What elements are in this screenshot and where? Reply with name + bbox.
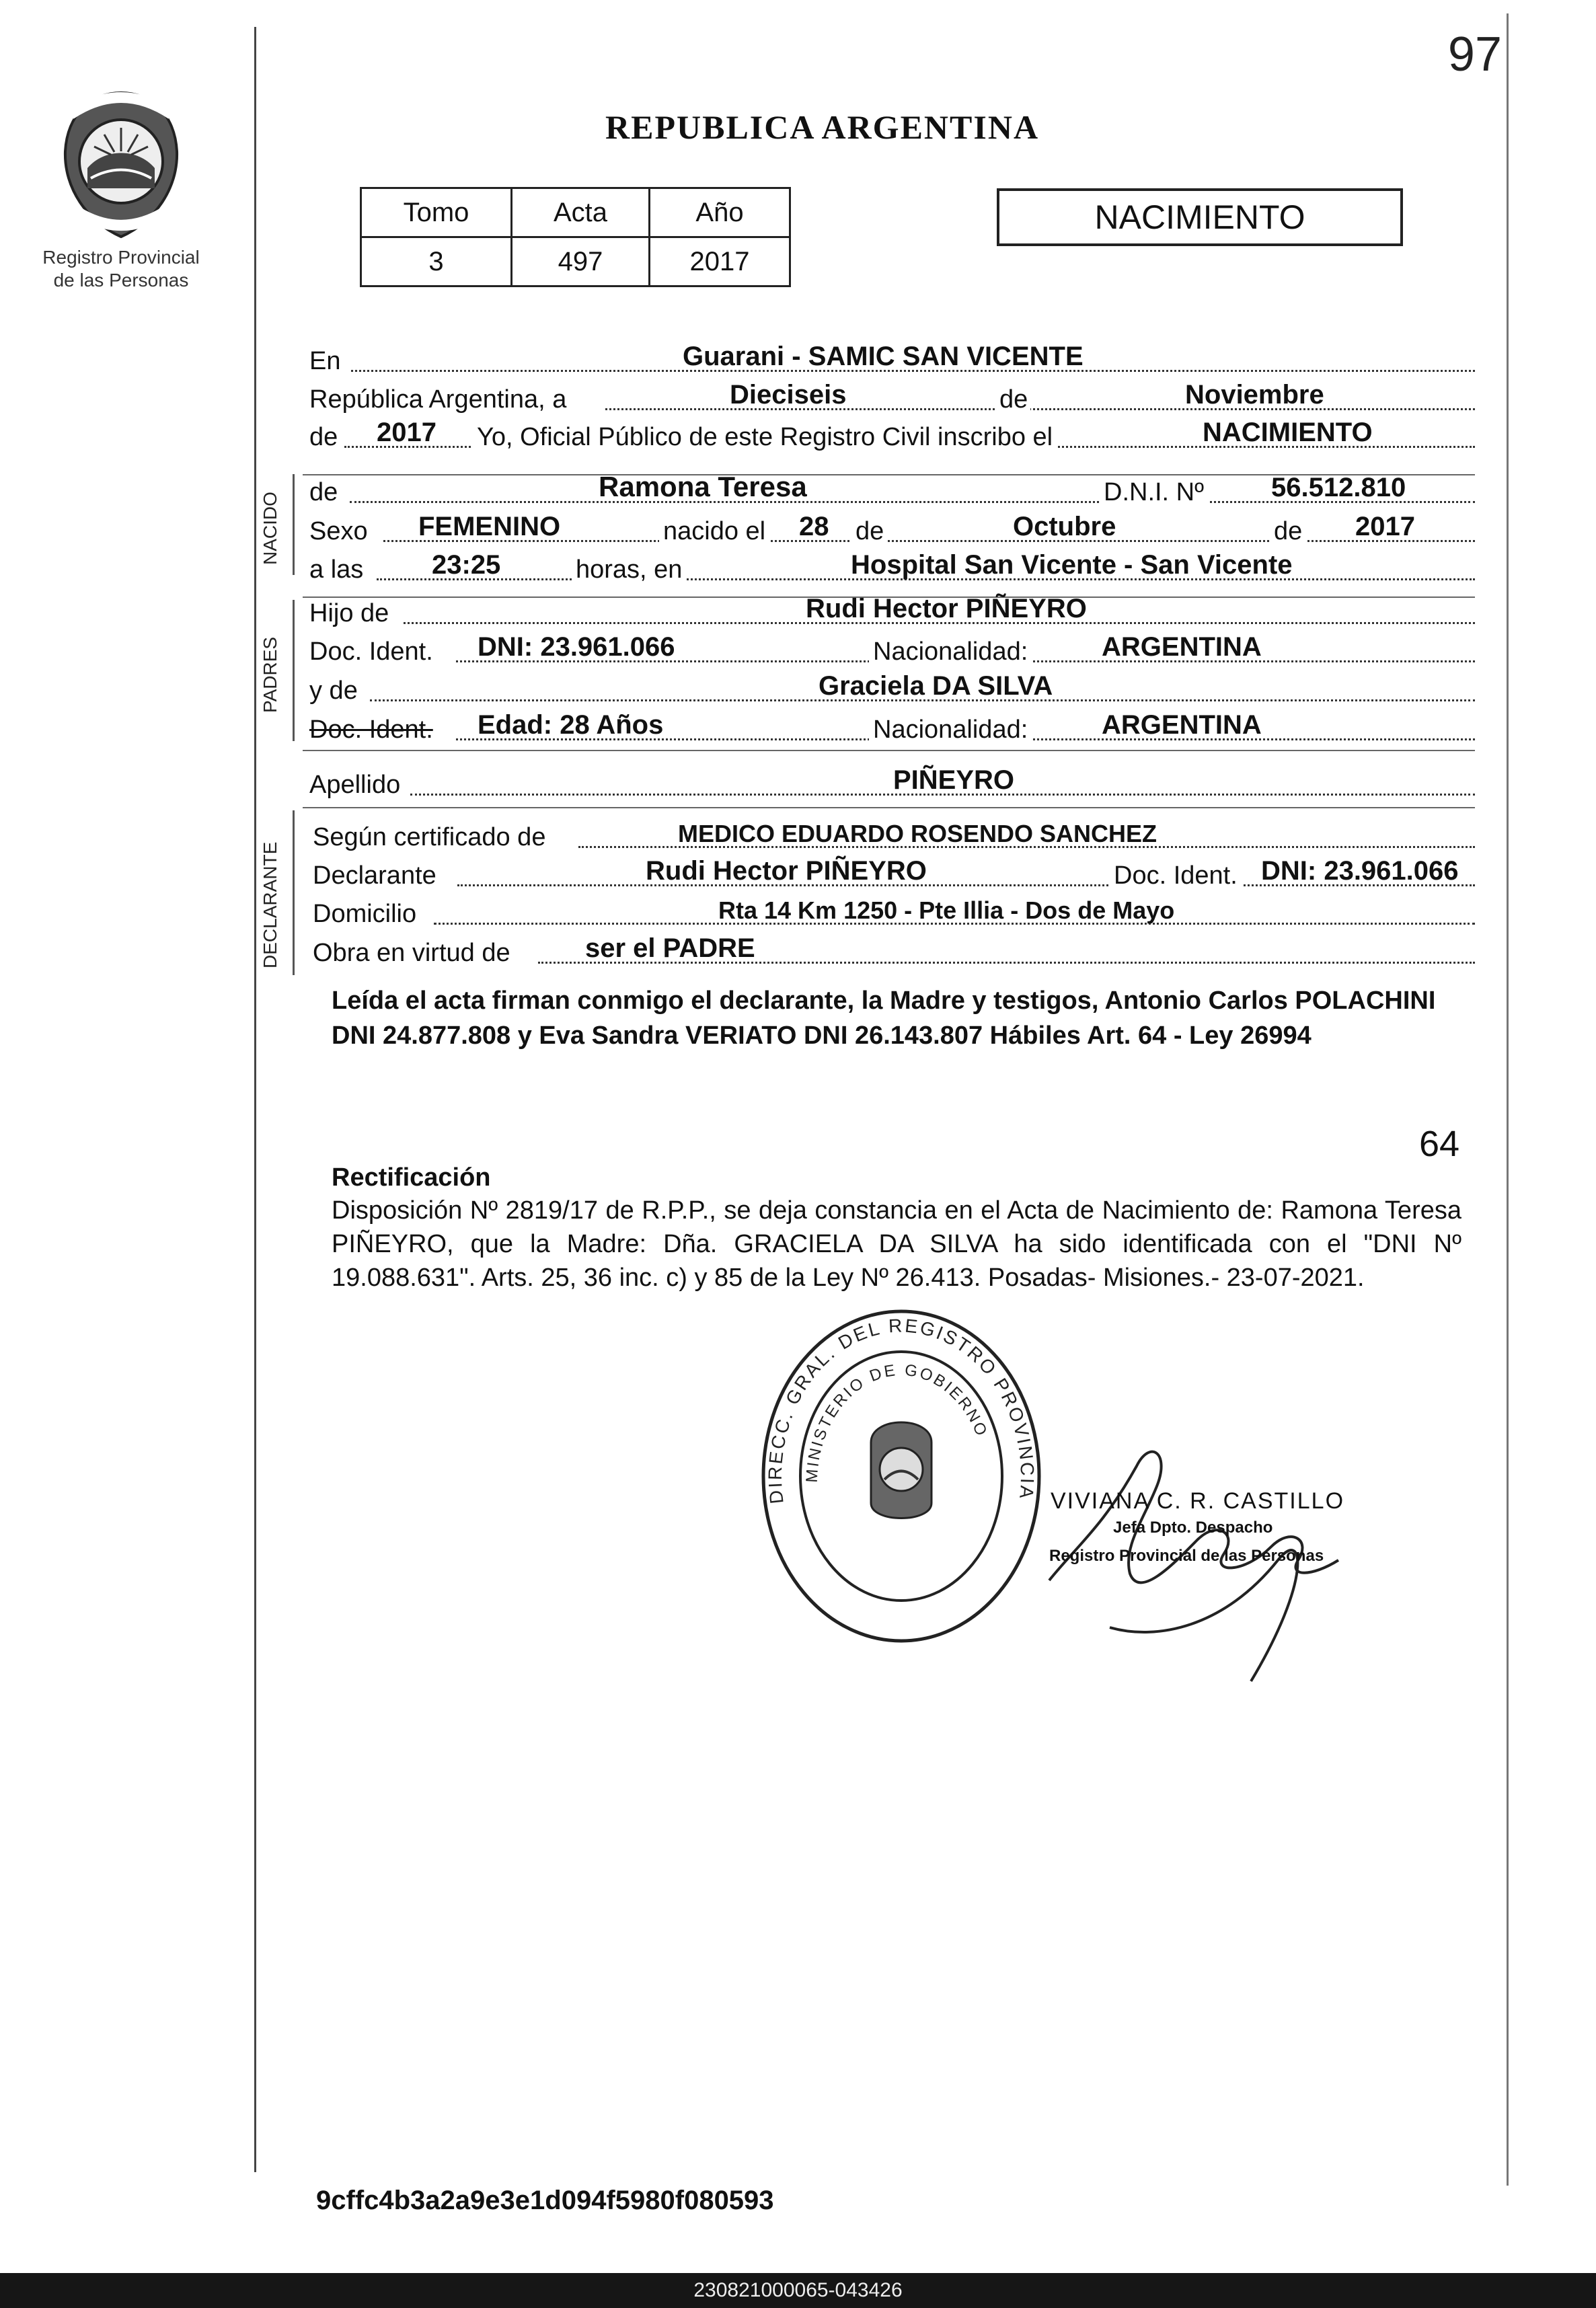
value-lugar: Hospital San Vicente - San Vicente — [851, 550, 1293, 580]
value-madre: Graciela DA SILVA — [819, 671, 1053, 701]
value-hora: 23:25 — [432, 550, 501, 580]
page-number: 97 — [1447, 28, 1502, 81]
label-hijo-de: Hijo de — [309, 599, 389, 627]
value-anio-nac: 2017 — [1355, 512, 1415, 541]
label-y-de: y de — [309, 677, 358, 705]
row-declarante — [309, 854, 1475, 892]
misiones-seal-icon — [50, 87, 192, 242]
stamp-inner-text: MINISTERIO DE GOBIERNO — [802, 1360, 991, 1484]
value-mes-nac: Octubre — [1013, 512, 1116, 541]
label-sexo: Sexo — [309, 517, 368, 545]
document-title: REPUBLICA ARGENTINA — [605, 108, 1040, 146]
label-padre-nac: Nacionalidad: — [869, 638, 1032, 666]
row-madre-doc — [309, 708, 1475, 746]
record-table — [360, 187, 791, 287]
value-padre-doc: DNI: 23.961.066 — [478, 632, 675, 662]
label-madre-nac: Nacionalidad: — [869, 716, 1032, 744]
label-obra: Obra en virtud de — [313, 939, 510, 967]
header-tomo: Tomo — [361, 188, 512, 237]
value-tomo: 3 — [361, 237, 512, 286]
label-de-anio: de — [309, 423, 338, 451]
value-declarante: Rudi Hector PIÑEYRO — [646, 856, 927, 886]
left-margin-rule — [254, 27, 256, 2172]
row-en — [309, 340, 1475, 377]
label-nacido-el: nacido el — [659, 517, 769, 546]
label-oficial: Yo, Oficial Público de este Registro Civil inscribo el — [473, 423, 1057, 452]
section-label-padres: PADRES — [260, 636, 280, 713]
row-sexo — [309, 510, 1475, 547]
row-oficial — [309, 416, 1475, 453]
value-anio: 2017 — [650, 237, 790, 286]
value-certificado: MEDICO EDUARDO ROSENDO SANCHEZ — [678, 820, 1157, 847]
row-hora — [309, 548, 1475, 586]
label-certificado: Según certificado de — [313, 823, 546, 851]
label-padre-doc: Doc. Ident. — [309, 638, 433, 666]
value-acta: 497 — [512, 237, 650, 286]
record-table-header — [361, 188, 790, 237]
row-padre-doc — [309, 630, 1475, 668]
signer-registry: Registro Provincial de las Personas — [1049, 1547, 1324, 1565]
row-padre — [309, 592, 1475, 629]
row-fecha — [309, 378, 1475, 416]
signer-name: VIVIANA C. R. CASTILLO — [1051, 1488, 1345, 1514]
rectification-body: Disposición Nº 2819/17 de R.P.P., se deja constancia en el Acta de Nacimiento de: Ramona Teresa PIÑEYRO, que la Madre: Dña. GRACIELA DA SILVA ha sido identificada con el "DNI Nº 19.088.631". Arts. 25, 36 inc. c) y 85 de la Ley Nº 26.413. Posadas- Misiones.- 23-07-2021. — [332, 1196, 1461, 1292]
section-label-nacido: NACIDO — [260, 492, 280, 565]
value-dia-nac: 28 — [799, 512, 829, 541]
label-de-nombre: de — [309, 478, 338, 506]
label-declarante-doc: Doc. Ident. — [1110, 861, 1242, 890]
value-madre-doc: Edad: 28 Años — [478, 710, 664, 740]
value-en: Guarani - SAMIC SAN VICENTE — [683, 342, 1084, 371]
rectification-title: Rectificación — [332, 1163, 491, 1192]
record-table-values — [361, 237, 790, 286]
value-padre-nac: ARGENTINA — [1102, 632, 1262, 662]
row-certificado — [309, 816, 1475, 853]
signing-statement: Leída el acta firman conmigo el declarante, la Madre y testigos, Antonio Carlos POLACHINI DNI 24.877.808 y Eva Sandra VERIATO DNI 26.143.807 Hábiles Art. 64 - Ley 26994 — [332, 987, 1436, 1050]
row-obra — [309, 931, 1475, 969]
label-horas-en: horas, en — [572, 555, 686, 584]
scan-footer-id: 230821000065-043426 — [0, 2273, 1596, 2308]
right-margin-rule — [1507, 13, 1509, 2186]
label-declarante: Declarante — [313, 861, 436, 890]
stamp-outer-text: DIRECC. GRAL. DEL REGISTRO PROVINCIA — [764, 1315, 1038, 1505]
label-madre-doc: Doc. Ident. — [309, 716, 433, 744]
logo-caption-line2: de las Personas — [53, 270, 189, 291]
label-a-las: a las — [309, 555, 364, 584]
value-declarante-doc: DNI: 23.961.066 — [1261, 856, 1459, 886]
registry-stamp-icon — [753, 1301, 1049, 1651]
registry-logo — [40, 87, 202, 292]
row-madre — [309, 669, 1475, 707]
official-stamp — [753, 1301, 1049, 1654]
value-acto: NACIMIENTO — [1203, 418, 1373, 447]
logo-caption-line1: Registro Provincial — [42, 247, 200, 268]
label-en: En — [309, 347, 341, 375]
section-label-declarante: DECLARANTE — [260, 841, 280, 968]
row-nombre — [309, 471, 1475, 508]
label-de-mes: de — [997, 385, 1030, 414]
label-domicilio: Domicilio — [313, 900, 417, 928]
record-type-box: NACIMIENTO — [997, 188, 1403, 246]
value-obra: ser el PADRE — [585, 933, 755, 963]
logo-caption — [40, 246, 202, 292]
label-apellido: Apellido — [309, 771, 401, 799]
value-nombre: Ramona Teresa — [599, 471, 807, 502]
value-domicilio: Rta 14 Km 1250 - Pte Illia - Dos de Mayo — [718, 896, 1175, 924]
label-republica: República Argentina, a — [309, 385, 567, 414]
label-de-anio-nac: de — [1270, 517, 1306, 546]
header-acta: Acta — [512, 188, 650, 237]
value-dia: Dieciseis — [730, 380, 847, 410]
value-padre: Rudi Hector PIÑEYRO — [806, 594, 1087, 623]
value-apellido: PIÑEYRO — [893, 765, 1015, 795]
row-domicilio — [309, 892, 1475, 930]
label-de-mes-nac: de — [851, 517, 888, 546]
value-dni: 56.512.810 — [1271, 473, 1406, 502]
header-anio: Año — [650, 188, 790, 237]
value-mes: Noviembre — [1185, 380, 1324, 410]
row-apellido — [309, 763, 1475, 801]
label-dni: D.N.I. Nº — [1100, 478, 1208, 507]
signer-role: Jefa Dpto. Despacho — [1113, 1518, 1273, 1537]
value-madre-nac: ARGENTINA — [1102, 710, 1262, 740]
document-hash: 9cffc4b3a2a9e3e1d094f5980f080593 — [316, 2186, 774, 2215]
value-anio: 2017 — [377, 418, 436, 447]
value-sexo: FEMENINO — [418, 512, 561, 541]
rectification-number: 64 — [1419, 1124, 1460, 1164]
